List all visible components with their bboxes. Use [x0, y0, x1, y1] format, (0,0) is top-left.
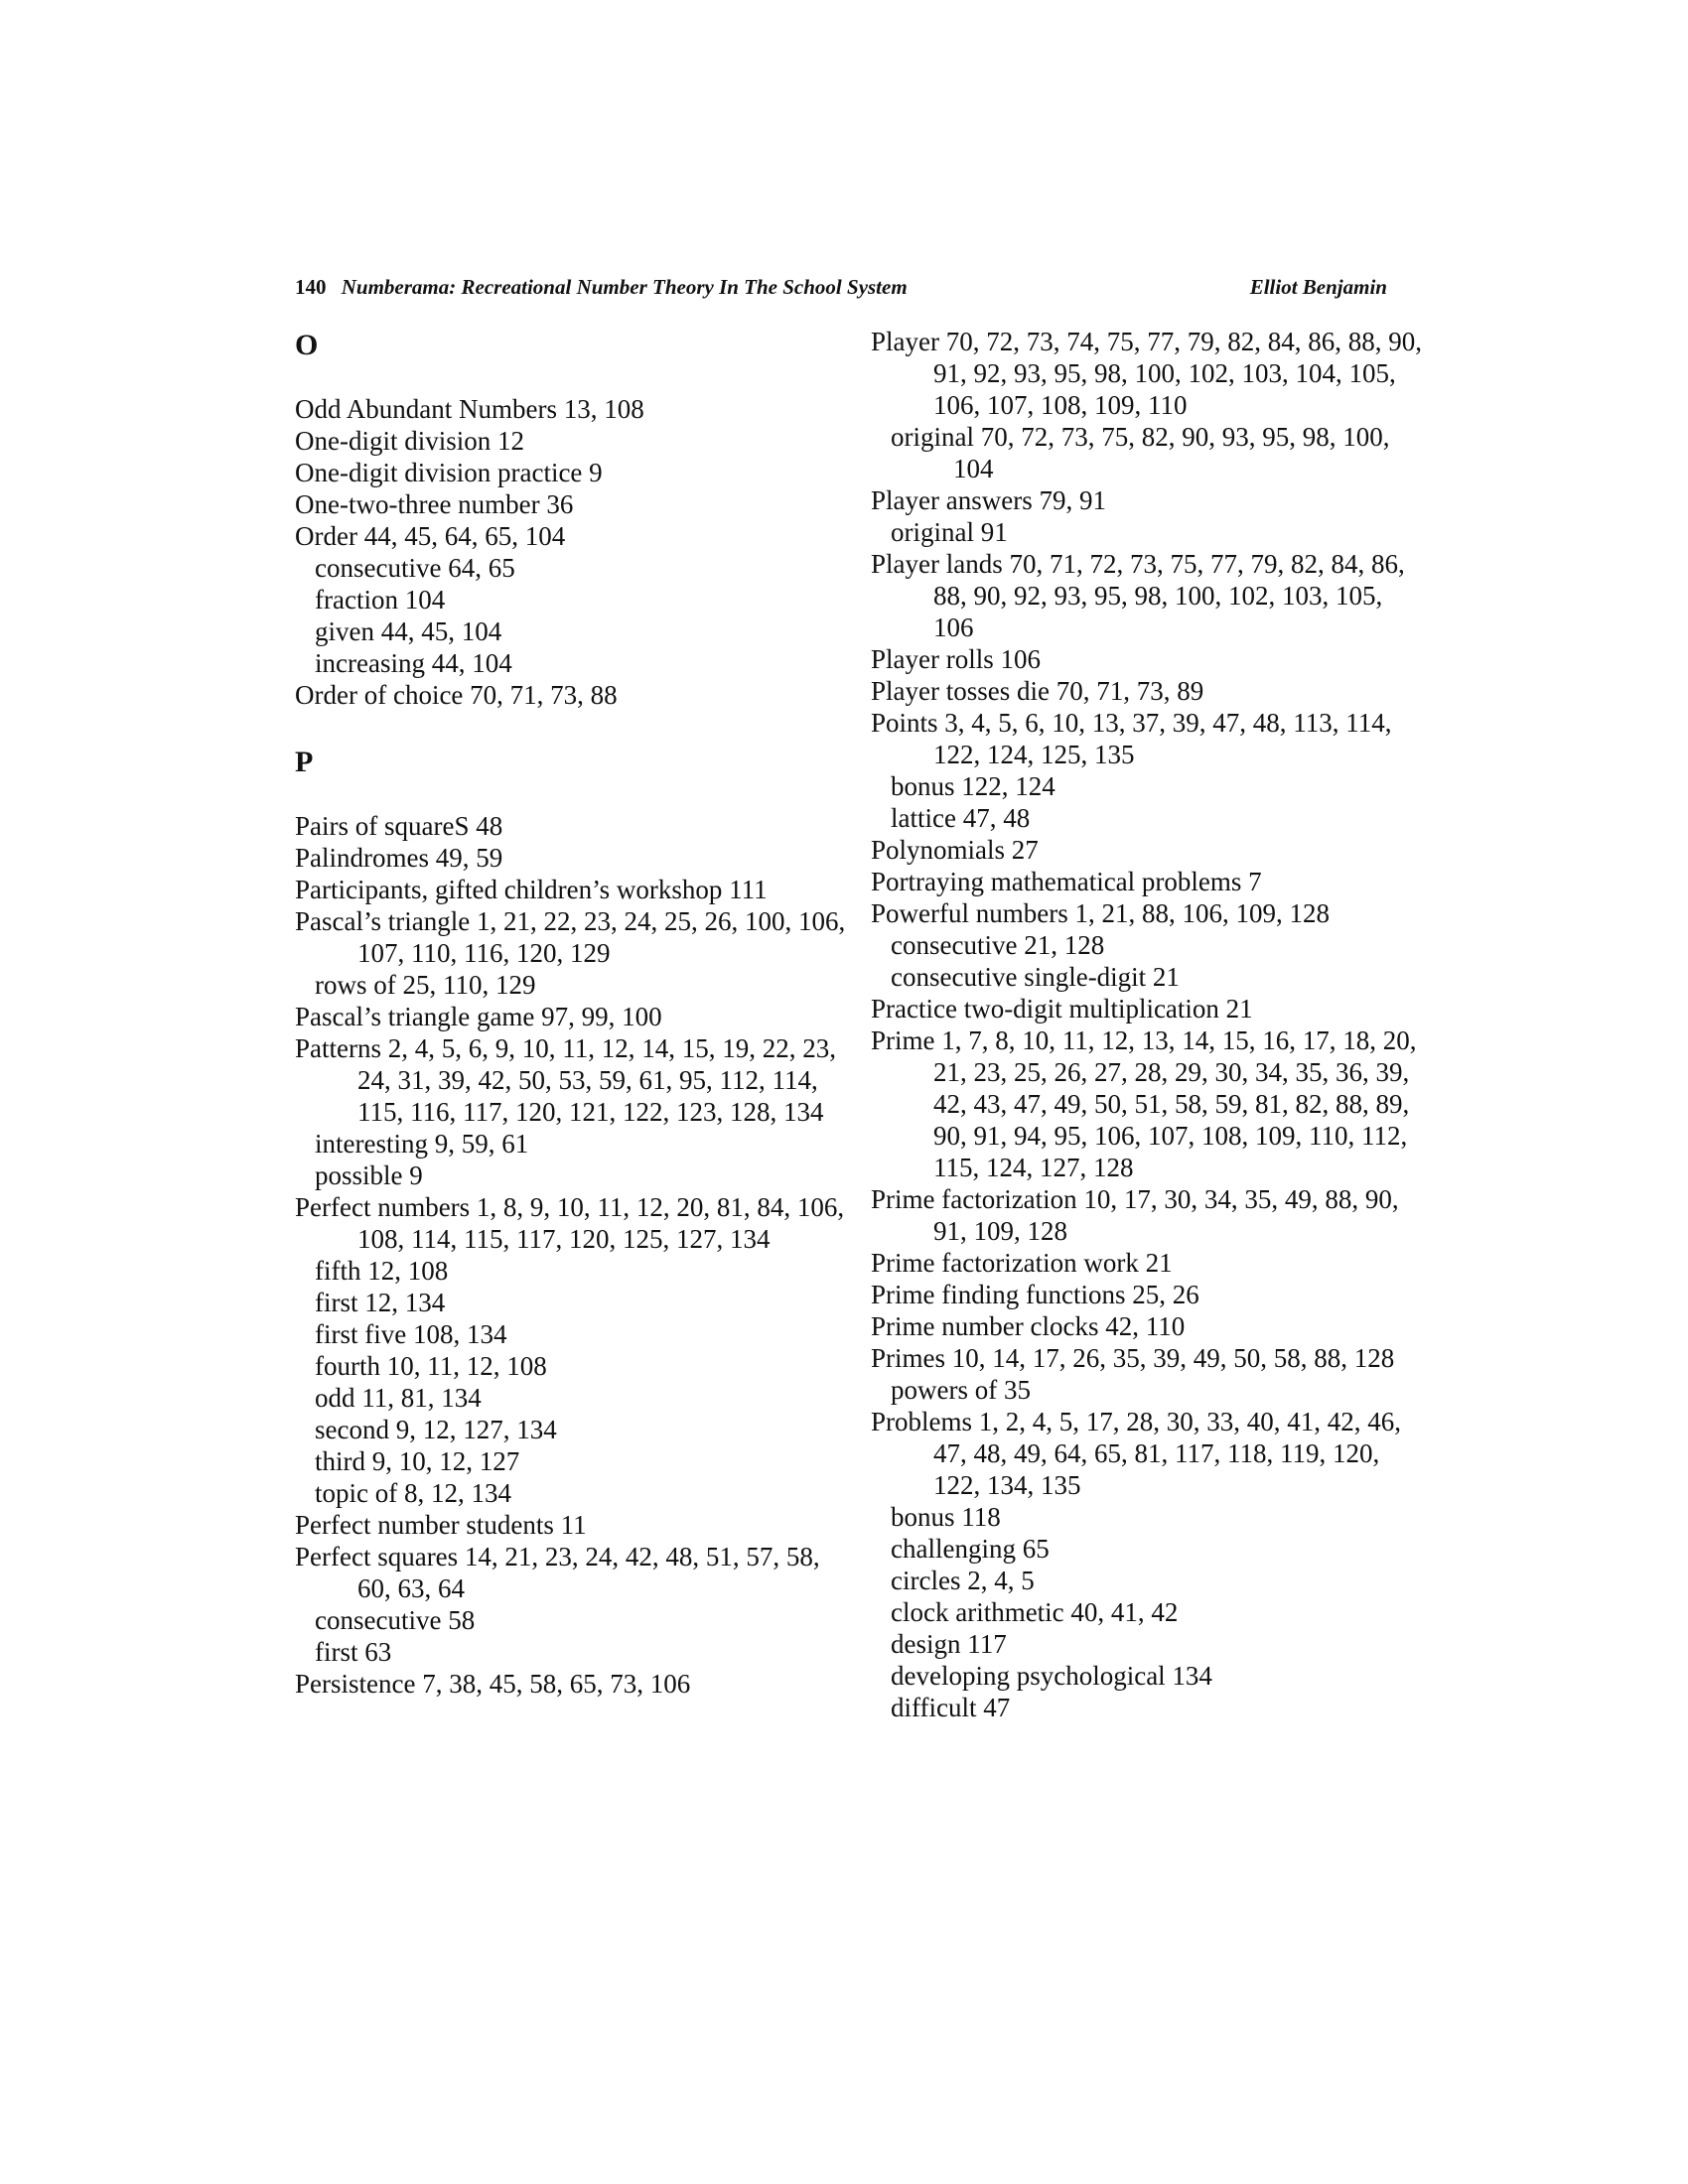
index-subentry: circles 2, 4, 5	[891, 1566, 1035, 1595]
index-entry: Player tosses die 70, 71, 73, 89	[871, 676, 1204, 706]
index-entry: Prime finding functions 25, 26	[871, 1280, 1199, 1309]
page-number: 140	[295, 275, 327, 299]
index-subentry: fifth 12, 108	[315, 1256, 449, 1286]
section-letter-heading: P	[295, 746, 314, 778]
index-subentry: bonus 122, 124	[891, 771, 1055, 801]
index-subentry: developing psychological 134	[891, 1661, 1212, 1691]
index-subentry: consecutive single-digit 21	[891, 962, 1180, 992]
index-entry: Prime factorization work 21	[871, 1248, 1173, 1278]
index-entry: Order 44, 45, 64, 65, 104	[295, 521, 566, 551]
index-entry: Powerful numbers 1, 21, 88, 106, 109, 128	[871, 898, 1330, 928]
index-subentry: first 12, 134	[315, 1288, 446, 1317]
index-entry: Practice two-digit multiplication 21	[871, 994, 1253, 1024]
index-entry: Portraying mathematical problems 7	[871, 867, 1262, 896]
index-subentry: difficult 47	[891, 1693, 1011, 1722]
index-entry: Player 70, 72, 73, 74, 75, 77, 79, 82, 84, 86, 88, 90, 91, 92, 93, 95, 98, 100, 102, 103, 104, 105, 106, 107, 108, 109, 110	[871, 327, 1422, 420]
index-subentry: topic of 8, 12, 134	[315, 1478, 511, 1508]
index-entry: Patterns 2, 4, 5, 6, 9, 10, 11, 12, 14, 15, 19, 22, 23, 24, 31, 39, 42, 50, 53, 59, 61, 95, 112, 114, 115, 116, 117, 120, 121, 122, 123, 128, 134	[295, 1033, 836, 1127]
index-subentry: second 9, 12, 127, 134	[315, 1415, 557, 1444]
index-subentry: lattice 47, 48	[891, 803, 1031, 833]
index-subentry: design 117	[891, 1629, 1007, 1659]
index-subentry: consecutive 21, 128	[891, 930, 1105, 960]
index-entry: Player rolls 106	[871, 644, 1041, 674]
index-entry: One-digit division 12	[295, 426, 524, 456]
index-subentry: clock arithmetic 40, 41, 42	[891, 1597, 1179, 1627]
index-subentry: challenging 65	[891, 1534, 1050, 1564]
index-subentry: odd 11, 81, 134	[315, 1383, 482, 1413]
index-entry: Persistence 7, 38, 45, 58, 65, 73, 106	[295, 1669, 691, 1699]
index-subentry: third 9, 10, 12, 127	[315, 1446, 520, 1476]
index-column-right	[871, 326, 1427, 1723]
index-entry: Perfect numbers 1, 8, 9, 10, 11, 12, 20, 81, 84, 106, 108, 114, 115, 117, 120, 125, 127, 134	[295, 1192, 845, 1254]
index-subentry: original 91	[891, 517, 1008, 547]
index-subentry: powers of 35	[891, 1375, 1031, 1405]
index-subentry: fourth 10, 11, 12, 108	[315, 1351, 547, 1381]
index-entry: Prime factorization 10, 17, 30, 34, 35, 49, 88, 90, 91, 109, 128	[871, 1184, 1399, 1246]
index-entry: Palindromes 49, 59	[295, 843, 503, 873]
index-subentry: interesting 9, 59, 61	[315, 1129, 529, 1159]
index-subentry: given 44, 45, 104	[315, 616, 502, 646]
section-letter-heading: O	[295, 329, 319, 361]
running-header	[295, 270, 1387, 304]
index-subentry: first 63	[315, 1637, 392, 1667]
index-subentry: consecutive 64, 65	[315, 553, 515, 583]
index-subentry: increasing 44, 104	[315, 648, 512, 678]
index-entry: Perfect number students 11	[295, 1510, 587, 1540]
index-entry: Perfect squares 14, 21, 23, 24, 42, 48, 51, 57, 58, 60, 63, 64	[295, 1542, 820, 1603]
index-entry: Participants, gifted children’s workshop 111	[295, 875, 768, 904]
author-name: Elliot Benjamin	[1249, 275, 1387, 299]
index-entry: Odd Abundant Numbers 13, 108	[295, 394, 644, 424]
index-entry: Problems 1, 2, 4, 5, 17, 28, 30, 33, 40, 41, 42, 46, 47, 48, 49, 64, 65, 81, 117, 118, 119, 120, 122, 134, 135	[871, 1407, 1402, 1500]
index-entry: Order of choice 70, 71, 73, 88	[295, 680, 618, 710]
index-entry: Pairs of squareS 48	[295, 811, 503, 841]
index-entry: Prime 1, 7, 8, 10, 11, 12, 13, 14, 15, 16, 17, 18, 20, 21, 23, 25, 26, 27, 28, 29, 30, 34, 35, 36, 39, 42, 43, 47, 49, 50, 51, 58, 59, 81, 82, 88, 89, 90, 91, 94, 95, 106, 107, 108, 109, 110, 112, 115, 124, 127, 128	[871, 1025, 1417, 1182]
index-subentry: possible 9	[315, 1160, 423, 1190]
index-entry: Primes 10, 14, 17, 26, 35, 39, 49, 50, 58, 88, 128	[871, 1343, 1395, 1373]
index-entry: Pascal’s triangle 1, 21, 22, 23, 24, 25, 26, 100, 106, 107, 110, 116, 120, 129	[295, 906, 846, 968]
index-entry: One-digit division practice 9	[295, 458, 603, 487]
index-entry: Pascal’s triangle game 97, 99, 100	[295, 1002, 662, 1031]
index-column-left	[295, 326, 851, 1700]
index-subentry: original 70, 72, 73, 75, 82, 90, 93, 95, 98, 100, 104	[891, 422, 1390, 483]
index-entry: One-two-three number 36	[295, 489, 574, 519]
index-subentry: first five 108, 134	[315, 1319, 507, 1349]
index-entry: Player lands 70, 71, 72, 73, 75, 77, 79, 82, 84, 86, 88, 90, 92, 93, 95, 98, 100, 102, 103, 105, 106	[871, 549, 1405, 642]
index-subentry: bonus 118	[891, 1502, 1001, 1532]
index-subentry: fraction 104	[315, 585, 446, 614]
index-entry: Player answers 79, 91	[871, 485, 1106, 515]
book-title: Numberama: Recreational Number Theory In The School System	[341, 275, 908, 299]
index-subentry: consecutive 58	[315, 1605, 476, 1635]
index-entry: Points 3, 4, 5, 6, 10, 13, 37, 39, 47, 48, 113, 114, 122, 124, 125, 135	[871, 708, 1392, 769]
index-subentry: rows of 25, 110, 129	[315, 970, 536, 1000]
index-entry: Polynomials 27	[871, 835, 1039, 865]
index-entry: Prime number clocks 42, 110	[871, 1311, 1186, 1341]
